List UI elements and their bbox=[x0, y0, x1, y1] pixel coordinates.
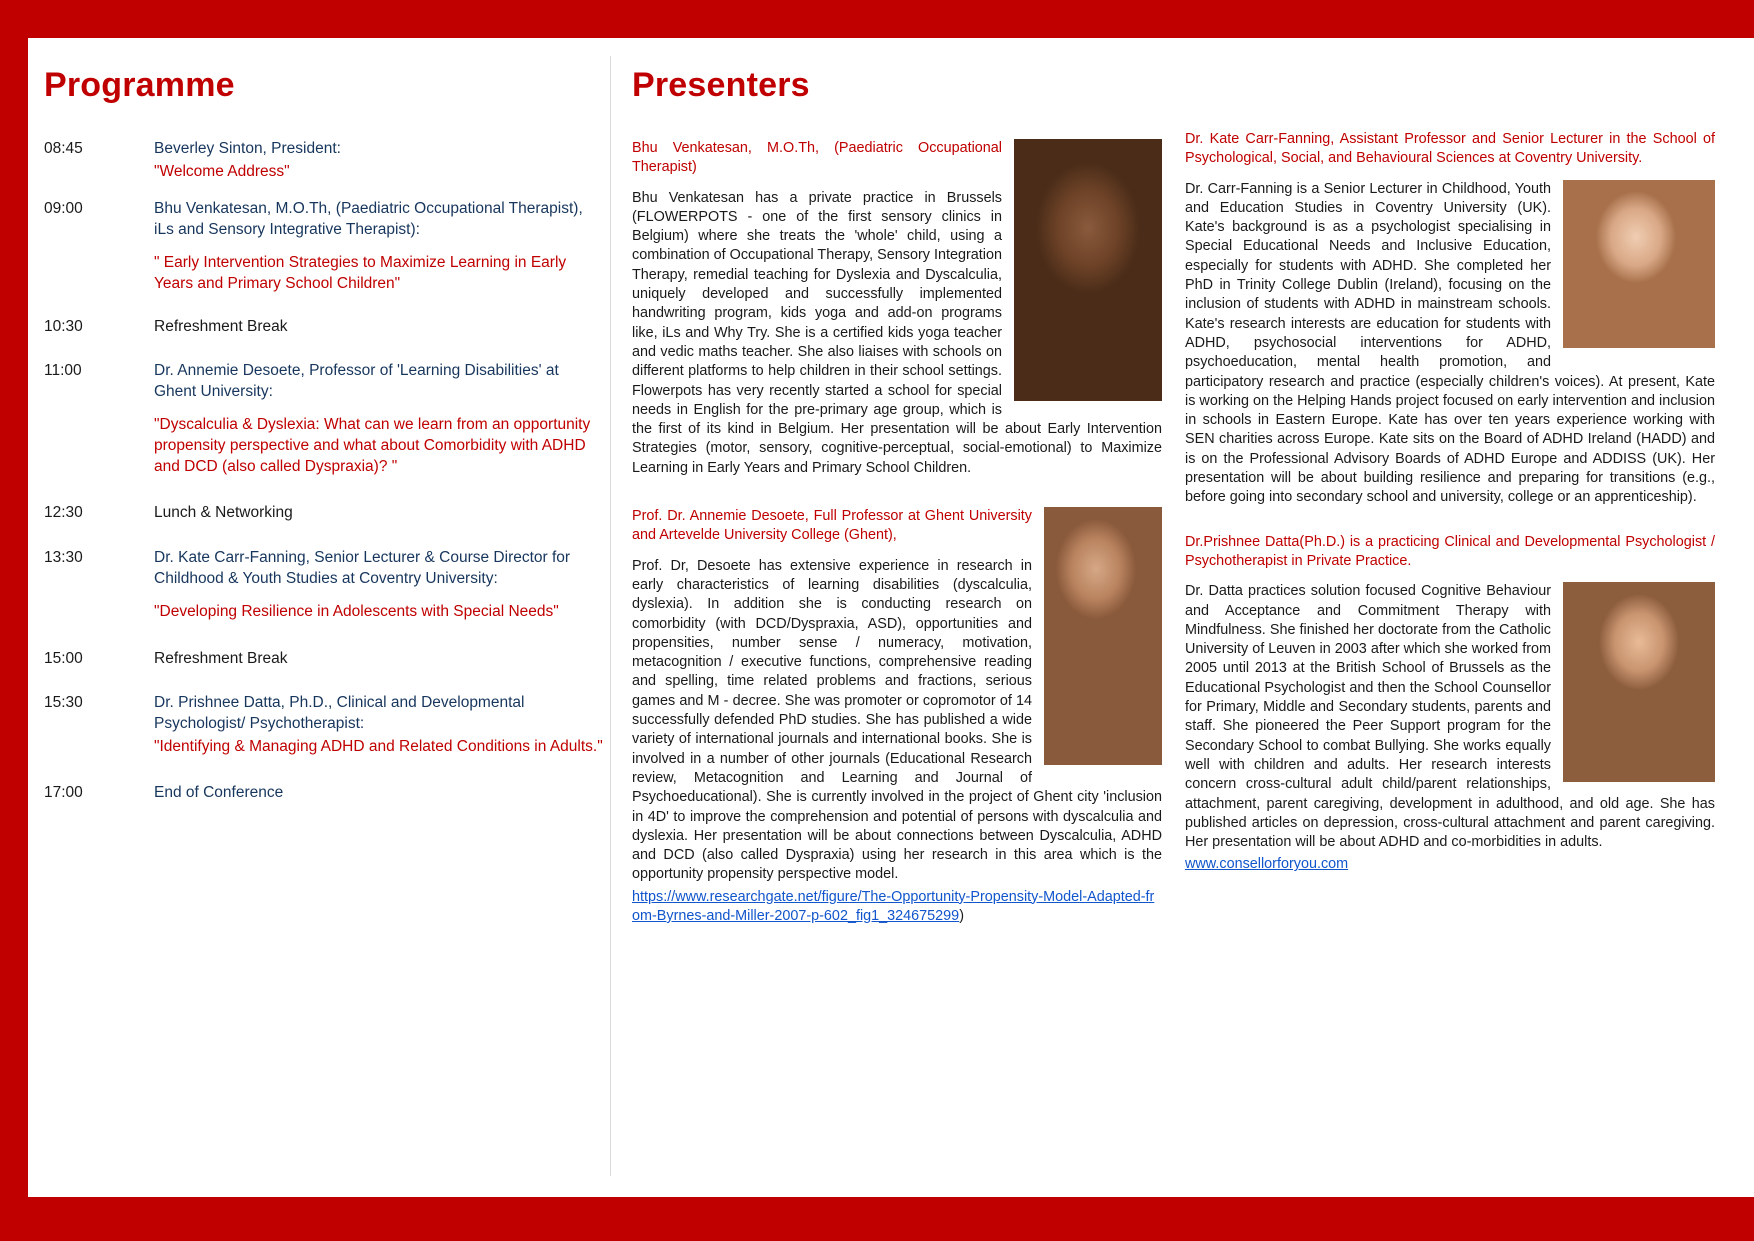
programme-entry bbox=[154, 139, 604, 182]
programme-entry bbox=[154, 693, 604, 757]
programme-speaker: Dr. Kate Carr-Fanning, Senior Lecturer & Course Director for Childhood & Youth Studies at Coventry University: bbox=[154, 548, 571, 587]
presenter-bhu bbox=[632, 139, 1162, 489]
datta-heading: Dr.Prishnee Datta(Ph.D.) is a practicing Clinical and Developmental Psychologist / Psychotherapist in Private Practice. bbox=[1185, 533, 1715, 569]
programme-column bbox=[44, 66, 604, 821]
programme-time: 10:30 bbox=[44, 317, 83, 335]
programme-talk: "Dyscalculia & Dyslexia: What can we learn from an opportunity propensity perspective and what about Comorbidity with ADHD and DCD (also called Dyspraxia)? " bbox=[154, 416, 591, 475]
programme-row bbox=[44, 139, 604, 182]
programme-row bbox=[44, 693, 604, 757]
programme-entry bbox=[154, 317, 604, 338]
programme-row bbox=[44, 783, 604, 804]
bhu-heading: Bhu Venkatesan, M.O.Th, (Paediatric Occupational Therapist) bbox=[632, 140, 1002, 176]
programme-time: 15:30 bbox=[44, 694, 83, 712]
programme-time: 17:00 bbox=[44, 784, 83, 802]
presenters-column-right bbox=[1185, 130, 1715, 886]
programme-speaker: Refreshment Break bbox=[154, 649, 288, 667]
kate-bio-text: Dr. Carr-Fanning is a Senior Lecturer in Childhood, Youth and Education Studies in Coventry University (UK). Kate's background is as a psychologist specialising in Special Educational Needs and Inclusive Education, especially for students with ADHD. She completed her PhD in Trinity College Dublin (Ireland), focusing on the inclusion of students with ADHD in mainstream schools. Kate's research interests are education for students with ADHD, psychosocial interventions for ADHD, psychoeducation, mental health promotion, and participatory research and practice (especially children's voices). At present, Kate is working on the Helping Hands project focused on early intervention and inclusion in schools in Eastern Europe. Kate has over ten years experience working with SEN charities across Europe. Kate sits on the Board of ADHD Ireland (HADD) and is on the Professional Advisory Boards of ADHD Europe and ADDISS (UK). Her presentation will be about building resilience and preparing for transitions (e.g., before going into secondary school and university, college or an apprenticeship). bbox=[1185, 180, 1715, 506]
kate-carr-fanning-photo bbox=[1563, 180, 1715, 348]
presenters-column bbox=[632, 66, 1162, 937]
programme-speaker: Lunch & Networking bbox=[154, 504, 293, 522]
presenter-kate bbox=[1185, 130, 1715, 519]
presenter-annemie bbox=[632, 507, 1162, 937]
programme-row bbox=[44, 361, 604, 477]
page-content bbox=[0, 38, 1754, 1197]
programme-entry bbox=[154, 361, 604, 477]
programme-row bbox=[44, 548, 604, 623]
programme-talk: "Developing Resilience in Adolescents with Special Needs" bbox=[154, 603, 559, 621]
programme-time: 15:00 bbox=[44, 649, 83, 667]
datta-bio-text: Dr. Datta practices solution focused Cognitive Behaviour and Acceptance and Commitment Therapy with Mindfulness. She finished her doctorate from the Catholic University of Leuven in 2003 after which she worked from 2005 until 2013 at the British School of Brussels as the Educational Psychologist and then the School Counsellor for Primary, Middle and Secondary students, parents and staff. She pioneered the Peer Support program for the Secondary School to combat Bullying. She works equally well with children and adults. Her research interests concern cross-cultural adult child/parent relationships, attachment, parent caregiving, development in adulthood, and old age. She has published articles on depression, cross-cultural attachment and parent caregiving. Her presentation will be about ADHD and co-morbidities in adults. bbox=[1185, 583, 1715, 851]
programme-row bbox=[44, 199, 604, 294]
bottom-red-bar bbox=[0, 1197, 1754, 1241]
annemie-bio-text: Prof. Dr, Desoete has extensive experience in research in early characteristics of learning disabilities (dyscalculia, dyslexia). In addition she is conducting research on comorbidity (with DCD/Dyspraxia, ASD), opportunities and propensities, number sense / numeracy, motivation, metacognition / executive functions, comprehensive reading and spelling, time related problems and fractions, serious games and M - decree. She was promoter or copromotor of 14 successfully defended PhD studies. She has published a wide variety of international journals and international books. She is involved in a number of other journals (Educational Research review, Metacognition and Learning and Journal of Psychoeducational). She is currently involved in the project of Ghent city 'inclusion in 4D' to improve the comprehension and potential of persons with dyscalculia and dyslexia. Her presentation will be about connections between Dyscalculia, ADHD and DCD (also called Dyspraxia) using her research in this area which is the opportunity propensity perspective model. bbox=[632, 557, 1162, 883]
programme-speaker: Dr. Annemie Desoete, Professor of 'Learning Disabilities' at Ghent University: bbox=[154, 362, 559, 400]
programme-time: 12:30 bbox=[44, 504, 83, 522]
programme-entry bbox=[154, 548, 604, 623]
programme-time: 08:45 bbox=[44, 140, 83, 157]
programme-speaker: Beverley Sinton, President: bbox=[154, 140, 341, 157]
programme-talk: "Identifying & Managing ADHD and Related Conditions in Adults." bbox=[154, 737, 603, 755]
programme-row bbox=[44, 649, 604, 670]
programme-talk: "Welcome Address" bbox=[154, 162, 290, 180]
presenters-title: Presenters bbox=[632, 66, 810, 104]
annemie-heading: Prof. Dr. Annemie Desoete, Full Professor at Ghent University and Artevelde University College (Ghent), bbox=[632, 508, 1032, 544]
programme-time: 11:00 bbox=[44, 362, 82, 380]
presenter-datta bbox=[1185, 533, 1715, 886]
bhu-venkatesan-photo bbox=[1014, 139, 1162, 401]
link-suffix: ) bbox=[959, 907, 964, 924]
programme-talk: " Early Intervention Strategies to Maximize Learning in Early Years and Primary School Children" bbox=[154, 254, 567, 293]
prishnee-datta-photo bbox=[1563, 582, 1715, 782]
annemie-desoete-photo bbox=[1044, 507, 1162, 765]
programme-row bbox=[44, 503, 604, 524]
programme-speaker: End of Conference bbox=[154, 784, 284, 802]
programme-time: 09:00 bbox=[44, 200, 83, 218]
programme-time: 13:30 bbox=[44, 548, 83, 566]
counsellor-website-link[interactable]: www.consellorforyou.com bbox=[1185, 856, 1349, 873]
programme-entry bbox=[154, 649, 604, 670]
programme-speaker: Dr. Prishnee Datta, Ph.D., Clinical and Developmental Psychologist/ Psychotherapist: bbox=[154, 694, 525, 732]
kate-heading: Dr. Kate Carr-Fanning, Assistant Professor and Senior Lecturer in the School of Psychological, Social, and Behavioural Sciences at Coventry University. bbox=[1185, 131, 1715, 167]
programme-entry bbox=[154, 783, 604, 804]
programme-title: Programme bbox=[44, 66, 235, 104]
researchgate-link[interactable]: https://www.researchgate.net/figure/The-Opportunity-Propensity-Model-Adapted-from-Byrnes-and-Miller-2007-p-602_fig1_324675299 bbox=[632, 888, 1155, 924]
programme-entry bbox=[154, 199, 604, 294]
top-red-bar bbox=[0, 0, 1754, 38]
programme-row bbox=[44, 317, 604, 338]
bhu-bio-text: Bhu Venkatesan has a private practice in Brussels (FLOWERPOTS - one of the first sensory clinics in Belgium) where she treats the 'whole' child, using a combination of Occupational Therapy, Sensory Integration Therapy, remedial teaching for Dyslexia and Dyscalculia, uniquely developed and successfully implemented handwriting program, kids yoga and add-on programs like, iLs and Why Try. She is a certified kids yoga teacher and vedic maths teacher. She also liaises with schools on different platforms to help children in their school settings. Flowerpots has very recently started a school for special needs in English for the pre-primary age group, which is the first of its kind in Belgium. Her presentation will be about Early Intervention Strategies (motor, sensory, cognitive-perceptual, social-emotional) to Maximize Learning in Early Years and Primary School Children. bbox=[632, 189, 1162, 476]
programme-speaker: Bhu Venkatesan, M.O.Th, (Paediatric Occupational Therapist), iLs and Sensory Integrative Therapist): bbox=[154, 200, 583, 238]
column-divider bbox=[610, 56, 611, 1176]
programme-entry bbox=[154, 503, 604, 524]
programme-speaker: Refreshment Break bbox=[154, 317, 288, 335]
